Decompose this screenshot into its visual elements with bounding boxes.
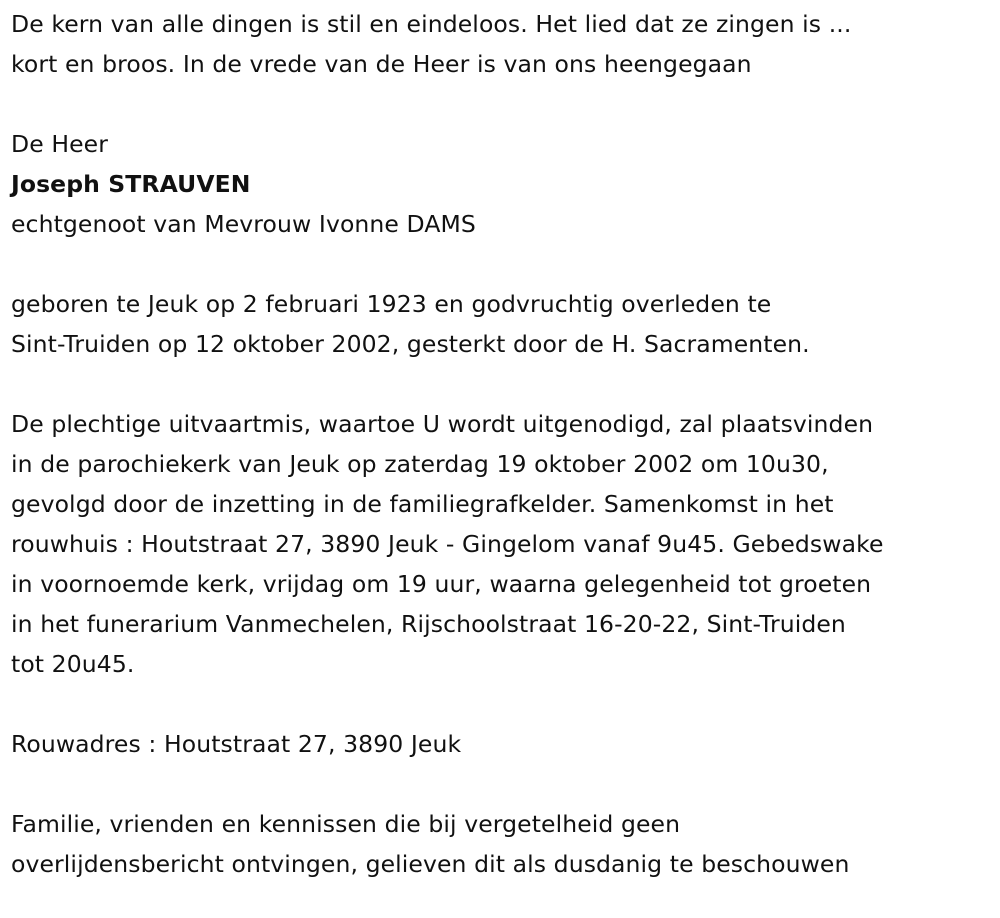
birth-death-line: Sint-Truiden op 12 oktober 2002, gesterkt door de H. Sacramenten. xyxy=(11,330,810,358)
funeral-line: in de parochiekerk van Jeuk op zaterdag 19 oktober 2002 om 10u30, xyxy=(11,450,829,478)
obituary-notice xyxy=(11,4,991,884)
closing-line: overlijdensbericht ontvingen, gelieven dit als dusdanig te beschouwen xyxy=(11,850,850,878)
funeral-line: gevolgd door de inzetting in de familiegrafkelder. Samenkomst in het xyxy=(11,490,834,518)
paragraph-gap xyxy=(11,244,991,284)
paragraph-gap xyxy=(11,764,991,804)
closing-line: Familie, vrienden en kennissen die bij vergetelheid geen xyxy=(11,810,681,838)
funeral-line: in het funerarium Vanmechelen, Rijschoolstraat 16-20-22, Sint-Truiden xyxy=(11,610,846,638)
intro-line: De kern van alle dingen is stil en eindeloos. Het lied dat ze zingen is ... xyxy=(11,10,852,38)
birth-death-line: geboren te Jeuk op 2 februari 1923 en godvruchtig overleden te xyxy=(11,290,772,318)
deceased-name: Joseph STRAUVEN xyxy=(11,170,251,198)
mourning-address: Rouwadres : Houtstraat 27, 3890 Jeuk xyxy=(11,730,462,758)
paragraph-gap xyxy=(11,684,991,724)
honorific: De Heer xyxy=(11,130,108,158)
spouse-line: echtgenoot van Mevrouw Ivonne DAMS xyxy=(11,210,476,238)
funeral-line: tot 20u45. xyxy=(11,650,135,678)
birth-death-paragraph xyxy=(11,284,991,364)
paragraph-gap xyxy=(11,364,991,404)
intro-paragraph xyxy=(11,4,991,84)
intro-line: kort en broos. In de vrede van de Heer is van ons heengegaan xyxy=(11,50,752,78)
funeral-line: rouwhuis : Houtstraat 27, 3890 Jeuk - Gingelom vanaf 9u45. Gebedswake xyxy=(11,530,884,558)
funeral-line: De plechtige uitvaartmis, waartoe U wordt uitgenodigd, zal plaatsvinden xyxy=(11,410,874,438)
paragraph-gap xyxy=(11,84,991,124)
funeral-paragraph xyxy=(11,404,991,684)
funeral-line: in voornoemde kerk, vrijdag om 19 uur, waarna gelegenheid tot groeten xyxy=(11,570,872,598)
closing-paragraph xyxy=(11,804,991,884)
